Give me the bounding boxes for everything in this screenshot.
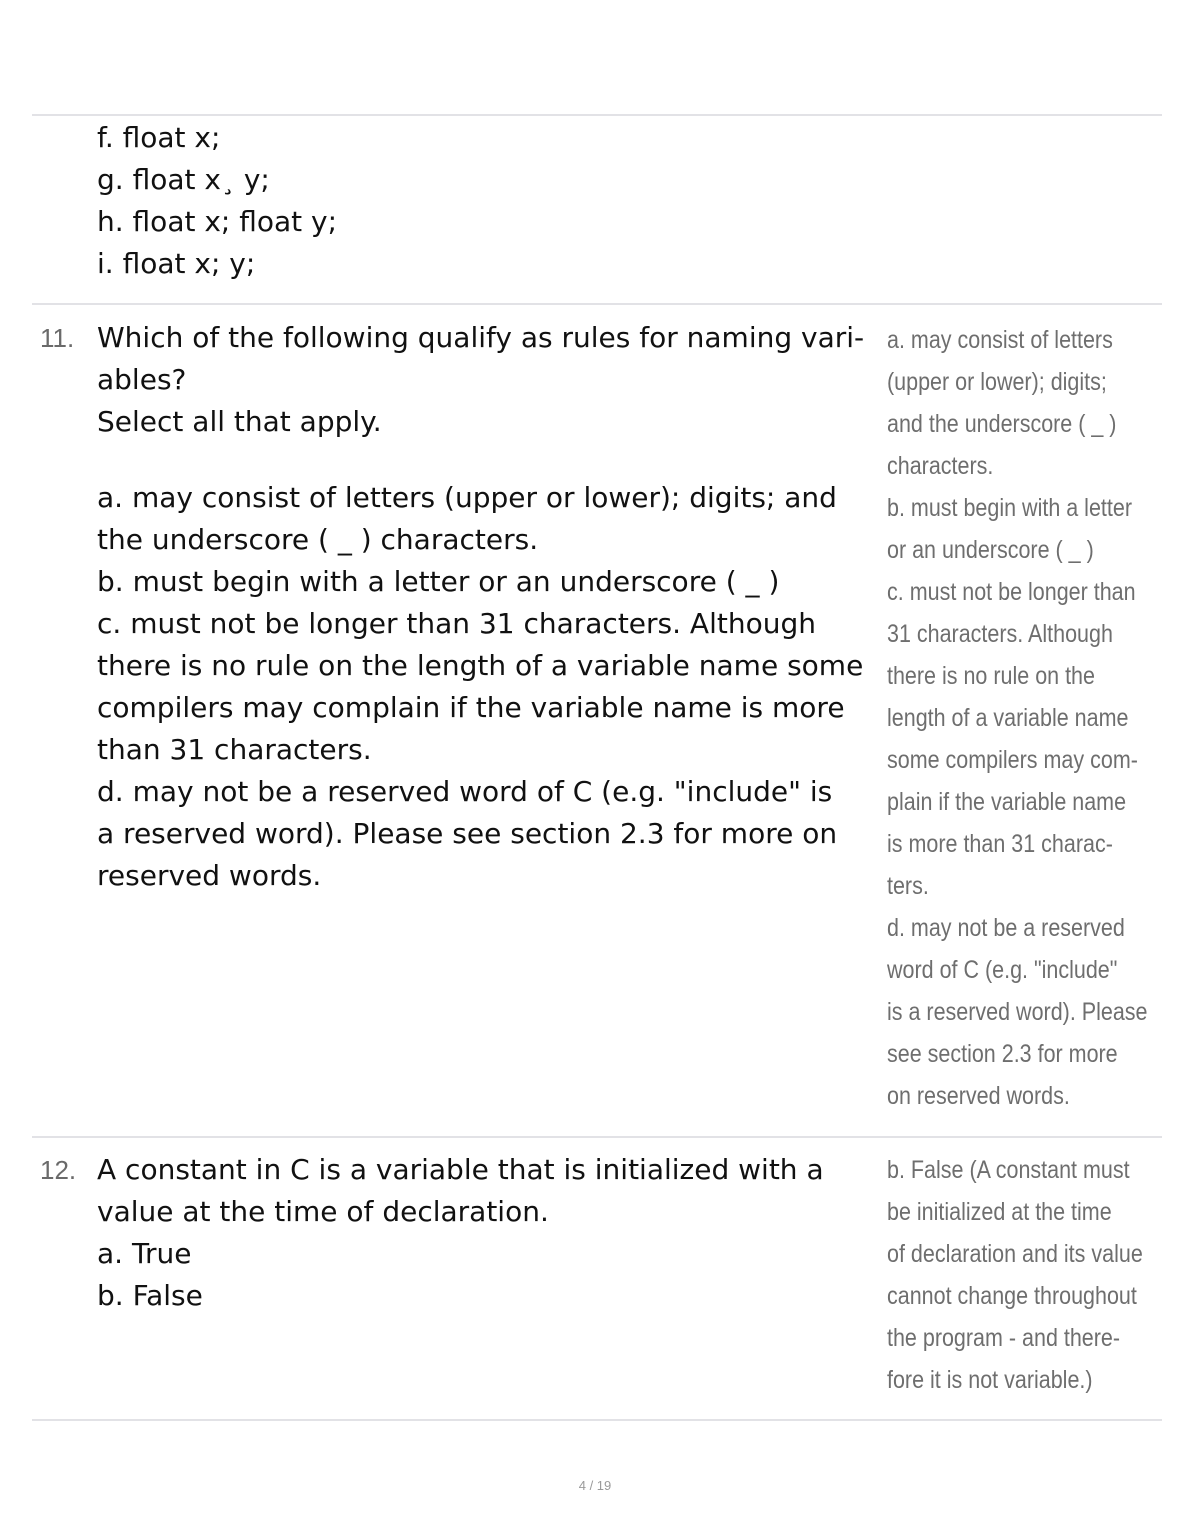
option-line: than 31 characters. [97,733,372,766]
answer-line: ters. [887,872,929,900]
question-text [97,1149,882,1317]
answer-text [887,1149,1143,1401]
answer-line: be initialized at the time [887,1198,1112,1226]
question-line: Select all that apply. [97,405,382,438]
spacer [97,443,882,477]
question-line: value at the time of declaration. [97,1195,549,1228]
answer-line: and the underscore ( _ ) [887,410,1117,438]
answer-line: word of C (e.g. "include" [887,956,1118,984]
answer-line: (upper or lower); digits; [887,368,1107,396]
option-false: b. False [97,1279,203,1312]
page-number: 4 / 19 [578,1478,612,1493]
divider-before-q12 [32,1136,1162,1138]
question-line: A constant in C is a variable that is initialized with a [97,1153,824,1186]
answer-line: on reserved words. [887,1082,1070,1110]
question-number: 11. [40,323,75,353]
option-line: a reserved word). Please see section 2.3 for more on [97,817,838,850]
option-line: a. may consist of letters (upper or lower); digits; and [97,481,837,514]
answer-line: characters. [887,452,994,480]
question-text [97,317,882,897]
prev-options-list [97,117,882,285]
answer-line: there is no rule on the [887,662,1095,690]
answer-line: a. may consist of letters [887,326,1113,354]
answer-line: cannot change throughout [887,1282,1137,1310]
divider-bottom [32,1419,1162,1421]
answer-line: d. may not be a reserved [887,914,1125,942]
answer-line: is a reserved word). Please [887,998,1148,1026]
option-f: f. float x; [97,121,221,154]
option-line: compilers may complain if the variable name is more [97,691,845,724]
answer-line: fore it is not variable.) [887,1366,1093,1394]
question-number: 12. [40,1155,77,1185]
option-line: there is no rule on the length of a variable name some [97,649,864,682]
option-true: a. True [97,1237,192,1270]
question-line: Which of the following qualify as rules for naming vari- [97,321,865,354]
answer-line: or an underscore ( _ ) [887,536,1094,564]
answer-line: of declaration and its value [887,1240,1143,1268]
answer-line: 31 characters. Although [887,620,1113,648]
option-line: the underscore ( _ ) characters. [97,523,539,556]
option-h: h. float x; float y; [97,205,338,238]
option-g: g. float x¸ y; [97,163,270,196]
option-line: b. must begin with a letter or an underscore ( _ ) [97,565,780,598]
option-line: reserved words. [97,859,322,892]
question-line: ables? [97,363,187,396]
answer-line: c. must not be longer than [887,578,1136,606]
answer-line: b. must begin with a letter [887,494,1132,522]
answer-line: length of a variable name [887,704,1129,732]
answer-line: b. False (A constant must [887,1156,1130,1184]
option-line: d. may not be a reserved word of C (e.g. "include" is [97,775,833,808]
answer-line: plain if the variable name [887,788,1127,816]
answer-line: see section 2.3 for more [887,1040,1118,1068]
answer-line: is more than 31 charac- [887,830,1113,858]
answer-line: the program - and there- [887,1324,1121,1352]
option-i: i. float x; y; [97,247,256,280]
option-line: c. must not be longer than 31 characters. Although [97,607,816,640]
divider-before-q11 [32,303,1162,305]
divider-top [32,114,1162,116]
answer-line: some compilers may com- [887,746,1138,774]
answer-text [887,319,1148,1117]
